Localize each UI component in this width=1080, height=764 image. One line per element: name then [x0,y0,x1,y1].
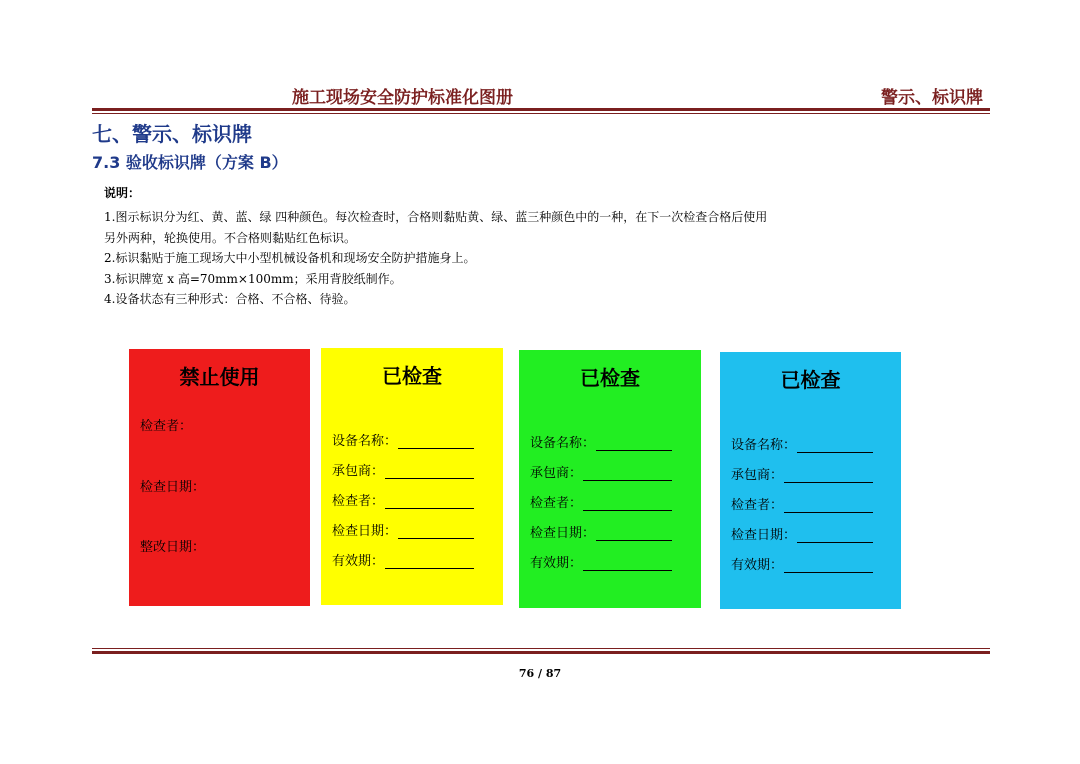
fill-in-line [797,438,873,453]
document-title: 施工现场安全防护标准化图册 [292,88,513,108]
card-field: 检查日期： [332,520,474,539]
label-card-green [519,350,701,608]
card-title: 已检查 [780,368,841,392]
card-field: 有效期： [332,550,474,569]
fill-in-line [583,556,672,571]
fill-in-line [385,494,474,509]
footer-rule-thin [92,648,990,649]
header-rule-thin [92,113,990,114]
label-card-yellow [321,348,503,605]
card-field: 检查者： [731,494,873,513]
label-card-blue [720,352,901,609]
card-field: 有效期： [530,552,672,571]
fill-in-line [596,526,672,541]
note-line: 4.设备状态有三种形式：合格、不合格、待验。 [104,292,356,306]
note-line: 2.标识黏贴于施工现场大中小型机械设备机和现场安全防护措施身上。 [104,251,476,265]
fill-in-line [385,464,474,479]
fill-in-line [398,434,474,449]
fill-in-line [398,524,474,539]
fill-in-line [596,436,672,451]
card-field: 检查日期： [731,524,873,543]
card-field: 承包商： [731,464,873,483]
fill-in-line [784,468,873,483]
card-field: 检查日期： [140,480,206,495]
header-rule-thick [92,108,990,111]
card-field: 整改日期： [140,540,206,555]
card-field: 设备名称： [530,432,672,451]
label-card-red [129,349,310,606]
fill-in-line [784,498,873,513]
card-title: 禁止使用 [179,365,260,389]
fill-in-line [385,554,474,569]
page-number: 76 / 87 [518,667,562,680]
note-line: 3.标识牌宽 x 高=70mm×100mm；采用背胶纸制作。 [104,271,402,286]
fill-in-line [583,466,672,481]
fill-in-line [797,528,873,543]
card-title: 已检查 [382,364,442,388]
card-field: 设备名称： [332,430,474,449]
footer-rule-thick [92,651,990,654]
fill-in-line [784,558,873,573]
card-title: 已检查 [580,366,640,390]
card-field: 承包商： [332,460,474,479]
notes-heading: 说明： [104,186,141,200]
chapter-title: 警示、标识牌 [881,88,983,108]
card-field: 检查者： [332,490,474,509]
card-field: 检查日期： [530,522,672,541]
card-field: 检查者： [530,492,672,511]
note-line: 另外两种，轮换使用。不合格则黏贴红色标识。 [104,230,357,245]
fill-in-line [583,496,672,511]
card-field: 有效期： [731,554,873,573]
section-title: 七、警示、标识牌 [92,122,252,146]
card-field: 检查者： [140,419,193,434]
notes-list [104,207,904,310]
card-field: 设备名称： [731,434,873,453]
card-field: 承包商： [530,462,672,481]
note-line: 1.图示标识分为红、黄、蓝、绿 四种颜色。每次检查时，合格则黏贴黄、绿、蓝三种颜色中的一种，在下一次检查合格后使用 [104,210,768,224]
subsection-title: 7.3 验收标识牌（方案 B） [92,153,288,172]
